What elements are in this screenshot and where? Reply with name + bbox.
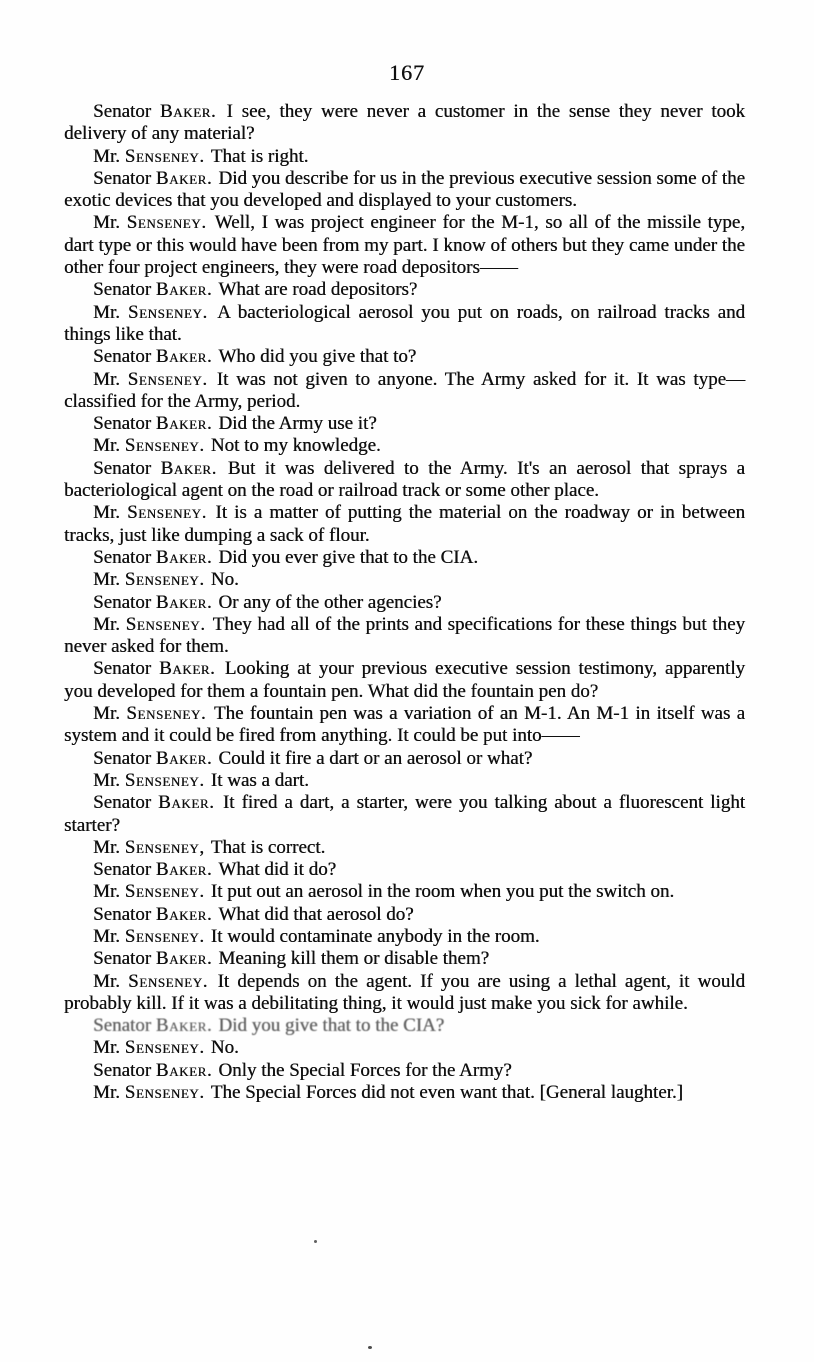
- dialogue-paragraph: Senator Baker. What did that aerosol do?: [93, 903, 414, 925]
- dialogue-paragraph: Mr. Senseney. It depends on the agent. If you are using a lethal agent, it would probably kill. If it was a debilitating thing, it would just make you sick for awhile.: [64, 970, 745, 1014]
- dialogue-paragraph: Senator Baker. It fired a dart, a starter, were you talking about a fluorescent light starter?: [64, 792, 745, 836]
- speaker-label: Mr. Senseney: [93, 502, 202, 524]
- speaker-label: Senator Baker: [93, 546, 207, 568]
- speech-text: Meaning kill them or disable them?: [218, 948, 490, 970]
- speaker-label: Mr. Senseney: [93, 569, 200, 591]
- speech-text: I see, they were never a customer in the sense they never took delivery of any material?: [64, 101, 745, 145]
- speech-text: No.: [210, 569, 239, 591]
- speech-text: Did you give that to the CIA?: [218, 1015, 445, 1037]
- speech-text: But it was delivered to the Army. It's an aerosol that sprays a bacteriological agent on the road or railroad track or some other place.: [64, 457, 745, 502]
- dialogue-paragraph: Senator Baker. I see, they were never a customer in the sense they never took delivery of any material?: [64, 101, 745, 145]
- speaker-label: Mr. Senseney: [93, 435, 200, 457]
- speech-text: No.: [210, 1037, 239, 1059]
- dialogue-paragraph: Senator Baker. Could it fire a dart or an aerosol or what?: [93, 747, 533, 769]
- speech-text: Looking at your previous executive session testimony, apparently you developed for them a fountain pen. What did the fountain pen do?: [64, 658, 746, 702]
- speech-text: Well, I was project engineer for the M-1, so all of the missile type, dart type or this would have been from my part. I know of others but they came under the other four project engineers, they were road depositors——: [64, 212, 745, 279]
- speaker-label: Senator Baker: [93, 279, 207, 301]
- speaker-label: Senator Baker: [93, 346, 207, 368]
- dialogue-paragraph: Senator Baker. Looking at your previous executive session testimony, apparently you developed for them a fountain pen. What did the fountain pen do?: [64, 658, 746, 702]
- dialogue-paragraph: Mr. Senseney. The Special Forces did not even want that. [General laughter.]: [93, 1082, 683, 1104]
- speech-text: Who did you give that to?: [218, 346, 417, 368]
- speech-text: Did you ever give that to the CIA.: [218, 546, 478, 568]
- dialogue-paragraph: Mr. Senseney. Not to my knowledge.: [93, 435, 381, 457]
- speech-text: It put out an aerosol in the room when you put the switch on.: [210, 881, 675, 903]
- speaker-label: Senator Baker: [93, 903, 207, 925]
- speaker-label: Senator Baker: [93, 1015, 207, 1037]
- dialogue-paragraph: Senator Baker. But it was delivered to the Army. It's an aerosol that sprays a bacteriological agent on the road or railroad track or some other place.: [64, 457, 745, 502]
- dialogue-paragraph: Mr. Senseney. They had all of the prints and specifications for these things but they never asked for them.: [64, 613, 745, 658]
- dialogue-paragraph: Mr. Senseney. It is a matter of putting the material on the roadway or in between tracks, just like dumping a sack of flour.: [64, 502, 745, 546]
- dialogue-paragraph: Mr. Senseney. It would contaminate anybody in the room.: [93, 925, 540, 947]
- speech-text: It would contaminate anybody in the room.: [210, 925, 540, 947]
- speaker-label: Senator Baker: [93, 792, 210, 814]
- speech-text: It depends on the agent. If you are using a lethal agent, it would probably kill. If it was a debilitating thing, it would just make you sick for awhile.: [64, 970, 745, 1014]
- dialogue-paragraph: Senator Baker. What are road depositors?: [93, 279, 418, 301]
- speaker-label: Senator Baker: [93, 167, 207, 189]
- dialogue-paragraph: Senator Baker. Did you ever give that to the CIA.: [93, 546, 478, 568]
- dialogue-paragraph: Senator Baker. Or any of the other agencies?: [93, 591, 442, 613]
- dialogue-paragraph: Mr. Senseney. The fountain pen was a variation of an M-1. An M-1 in itself was a system and it could be fired from anything. It could be put into——: [64, 703, 746, 747]
- dialogue-paragraph: Mr. Senseney. That is right.: [93, 145, 309, 167]
- speech-text: It was not given to anyone. The Army asked for it. It was type—classified for the Army, period.: [64, 368, 746, 412]
- speaker-label: Senator Baker: [93, 101, 211, 122]
- speaker-label: Mr. Senseney: [93, 145, 200, 167]
- dialogue-paragraph: Mr. Senseney. Well, I was project engineer for the M-1, so all of the missile type, dart type or this would have been from my part. I know of others but they came under the other four project engineers, they were road depositors——: [64, 212, 745, 279]
- speech-text: A bacteriological aerosol you put on roads, on railroad tracks and things like that.: [64, 301, 745, 345]
- speech-text: They had all of the prints and specifications for these things but they never asked for them.: [64, 613, 745, 658]
- dialogue-paragraph: Senator Baker. Did you give that to the CIA?: [93, 1015, 445, 1037]
- speaker-label: Senator Baker: [93, 747, 207, 769]
- speaker-label: Mr. Senseney: [93, 368, 203, 390]
- page-number: 167: [389, 60, 425, 85]
- dialogue-paragraph: Mr. Senseney. A bacteriological aerosol you put on roads, on railroad tracks and things like that.: [64, 301, 745, 345]
- dialogue-paragraph: Mr. Senseney. It was a dart.: [93, 769, 309, 791]
- speech-text: Only the Special Forces for the Army?: [218, 1059, 512, 1081]
- speaker-label: Mr. Senseney: [93, 925, 200, 947]
- speaker-label: Senator Baker: [93, 591, 207, 613]
- speech-text: Could it fire a dart or an aerosol or what?: [218, 747, 533, 769]
- speaker-label: Mr. Senseney: [93, 836, 200, 858]
- speaker-label: Mr. Senseney: [93, 613, 201, 635]
- speech-text: It is a matter of putting the material on the roadway or in between tracks, just like dumping a sack of flour.: [64, 502, 745, 546]
- speech-text: What are road depositors?: [218, 279, 418, 301]
- dialogue-paragraph: Mr. Senseney. It put out an aerosol in the room when you put the switch on.: [93, 881, 675, 903]
- speaker-label: Mr. Senseney: [93, 212, 202, 234]
- dialogue-paragraph: Mr. Senseney. No.: [93, 569, 239, 591]
- speaker-label: Mr. Senseney: [93, 301, 203, 323]
- speaker-label: Mr. Senseney: [93, 703, 201, 725]
- speaker-label: Senator Baker: [93, 1059, 207, 1081]
- speaker-label: Senator Baker: [93, 658, 211, 680]
- speaker-label: Senator Baker: [93, 413, 207, 435]
- scan-speck: [314, 1240, 317, 1243]
- speech-text: The Special Forces did not even want that. [General laughter.]: [210, 1082, 683, 1104]
- speaker-label: Senator Baker: [93, 859, 207, 881]
- speaker-label: Mr. Senseney: [93, 970, 203, 992]
- speech-text: It fired a dart, a starter, were you talking about a fluorescent light starter?: [64, 792, 745, 836]
- dialogue-paragraph: Senator Baker. What did it do?: [93, 859, 337, 881]
- dialogue: [64, 101, 745, 1104]
- speech-text: The fountain pen was a variation of an M-1. An M-1 in itself was a system and it could be fired from anything. It could be put into——: [64, 703, 746, 747]
- scan-speck: [368, 1346, 372, 1349]
- speech-text: It was a dart.: [210, 769, 309, 791]
- speech-text: Did the Army use it?: [218, 413, 377, 435]
- speech-text: That is right.: [210, 145, 309, 167]
- speech-text: That is correct.: [210, 836, 326, 858]
- dialogue-paragraph: Mr. Senseney. No.: [93, 1037, 239, 1059]
- speaker-label: Senator Baker: [93, 948, 207, 970]
- speech-text: Not to my knowledge.: [210, 435, 381, 457]
- speaker-label: Mr. Senseney: [93, 769, 200, 791]
- speech-text: Did you describe for us in the previous executive session some of the exotic devices that you developed and displayed to your customers.: [64, 167, 746, 212]
- dialogue-paragraph: Senator Baker. Did the Army use it?: [93, 413, 377, 435]
- dialogue-paragraph: Senator Baker. Meaning kill them or disable them?: [93, 948, 490, 970]
- dialogue-paragraph: Senator Baker. Did you describe for us in the previous executive session some of the exotic devices that you developed and displayed to your customers.: [64, 167, 746, 212]
- dialogue-paragraph: Mr. Senseney, That is correct.: [93, 836, 326, 858]
- speech-text: What did that aerosol do?: [218, 903, 414, 925]
- speaker-label: Senator Baker: [93, 457, 212, 479]
- speaker-label: Mr. Senseney: [93, 1037, 200, 1059]
- dialogue-paragraph: Senator Baker. Who did you give that to?: [93, 346, 417, 368]
- speech-text: Or any of the other agencies?: [218, 591, 442, 613]
- dialogue-paragraph: Senator Baker. Only the Special Forces for the Army?: [93, 1059, 512, 1081]
- speaker-label: Mr. Senseney: [93, 881, 200, 903]
- speech-text: What did it do?: [218, 859, 337, 881]
- speaker-label: Mr. Senseney: [93, 1082, 200, 1104]
- dialogue-paragraph: Mr. Senseney. It was not given to anyone. The Army asked for it. It was type—classified for the Army, period.: [64, 368, 746, 412]
